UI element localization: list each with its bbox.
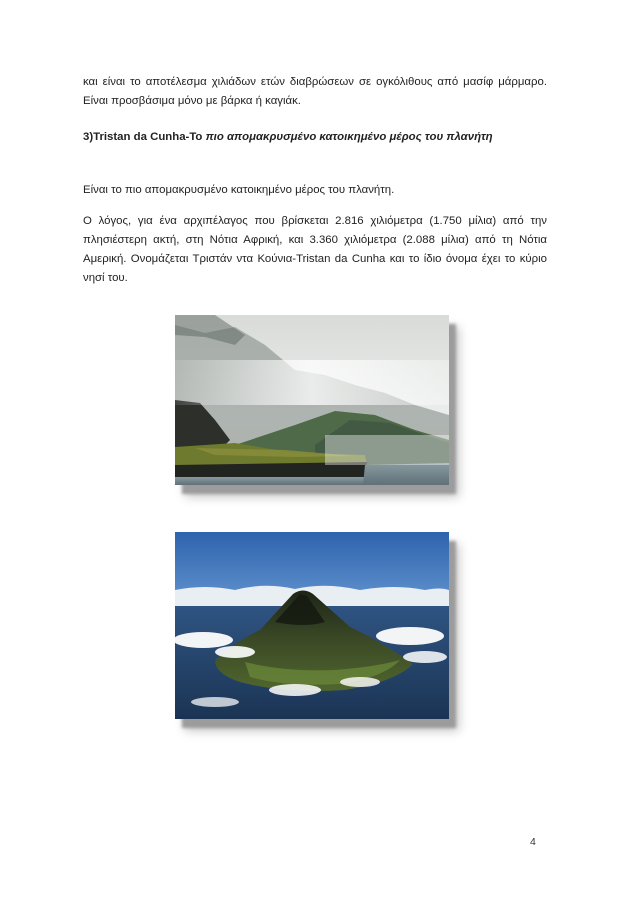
paragraph-summary: Είναι το πιο απομακρυσμένο κατοικημένο μέρος του πλανήτη.: [83, 184, 395, 196]
paragraph-intro: και είναι το αποτέλεσμα χιλιάδων ετών διαβρώσεων σε ογκόλιθους από μασίφ μάρμαρο. Είναι προσβάσιμα μόνο με βάρκα ή καγιάκ.: [83, 76, 547, 107]
photo-island-image: [175, 532, 449, 719]
photo-coastline: [175, 315, 449, 485]
section-heading: [83, 128, 547, 147]
heading-prefix: 3)Tristan da Cunha-Το: [83, 131, 206, 143]
heading-rest: πιο απομακρυσμένο κατοικημένο μέρος του πλανήτη: [205, 131, 493, 143]
photo-island: [175, 532, 449, 719]
paragraph-details: Ο λόγος, για ένα αρχιπέλαγος που βρίσκεται 2.816 χιλιόμετρα (1.750 μίλια) από την πλησιέστερη ακτή, στη Νότια Αφρική, και 3.360 χιλιόμετρα (2.088 μίλια) από τη Νότια Αμερική. Ονομάζεται Τριστάν ντα Κούνια-Tristan da Cunha και το ίδιο όνομα έχει το κύριο νησί του.: [83, 215, 547, 284]
photo-coastline-image: [175, 315, 449, 485]
page-number: 4: [530, 836, 536, 848]
